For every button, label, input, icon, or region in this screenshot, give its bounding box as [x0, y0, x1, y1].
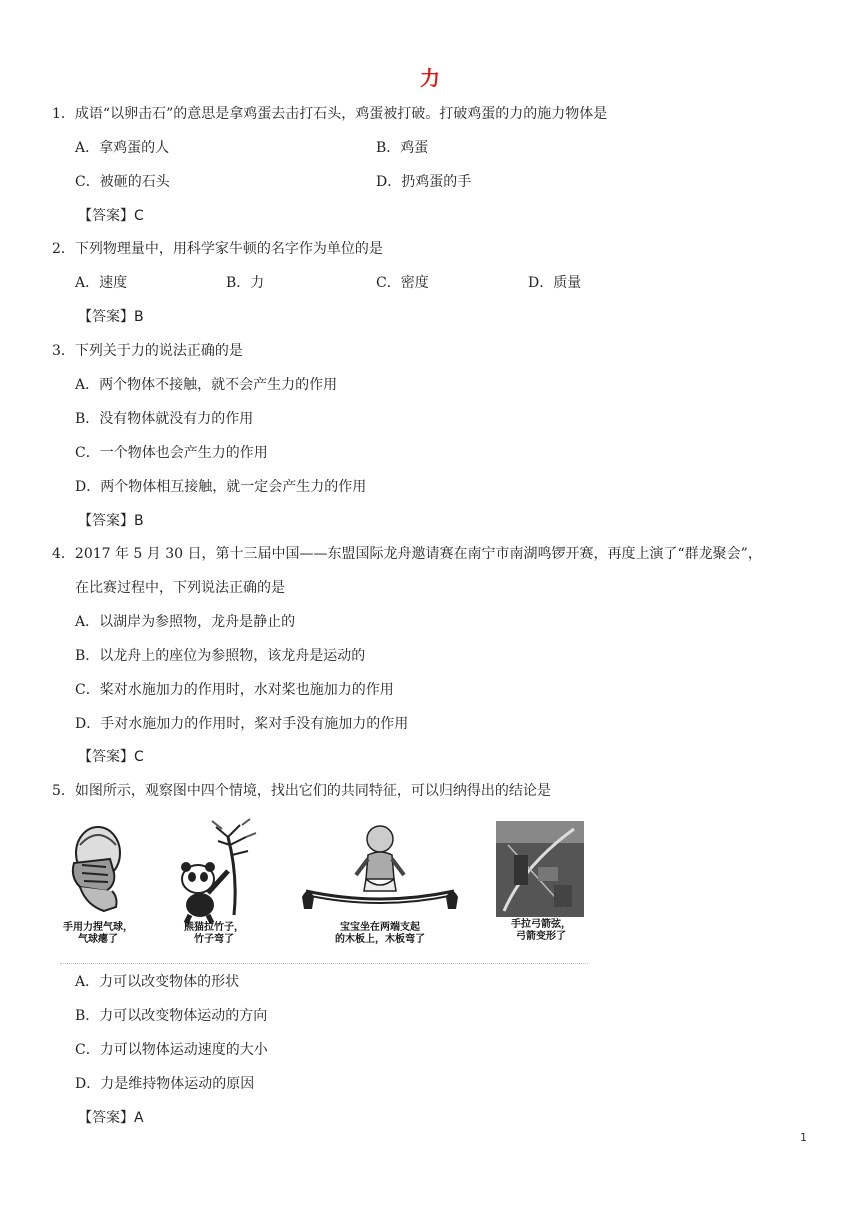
option-c: C．密度: [376, 275, 429, 291]
option-b: B．力: [226, 275, 265, 291]
panda-bamboo-illustration: [172, 815, 282, 925]
option-d: D．手对水施加力的作用时，桨对手没有施加力的作用: [75, 716, 409, 732]
answer: 【答案】C: [78, 208, 144, 224]
figure-four-scenes: [60, 815, 588, 964]
option-a: A．两个物体不接触，就不会产生力的作用: [75, 377, 338, 393]
option-a: A．速度: [75, 275, 128, 291]
option-c: C．一个物体也会产生力的作用: [75, 445, 268, 461]
answer: 【答案】B: [78, 309, 144, 325]
figure-panel-balloon: [60, 815, 170, 963]
page-title: 力: [420, 66, 440, 90]
option-c: C．桨对水施加力的作用时，水对桨也施加力的作用: [75, 682, 394, 698]
option-c: C．力可以物体运动速度的大小: [75, 1042, 268, 1058]
figure-caption: 熊猫拉竹子， 竹子弯了: [184, 922, 244, 945]
balloon-hand-illustration: [60, 815, 170, 925]
option-a: A．以湖岸为参照物，龙舟是静止的: [75, 614, 296, 630]
page-number: 1: [800, 1131, 807, 1144]
bow-photo-illustration: [494, 815, 588, 919]
answer: 【答案】A: [78, 1110, 144, 1126]
baby-plank-illustration: [296, 815, 464, 925]
option-d: D．两个物体相互接触，就一定会产生力的作用: [75, 479, 367, 495]
option-b: B．没有物体就没有力的作用: [75, 411, 254, 427]
figure-panel-baby-plank: [296, 815, 464, 963]
question-stem-continued: 在比赛过程中，下列说法正确的是: [75, 580, 285, 596]
option-d: D．质量: [528, 275, 582, 291]
answer: 【答案】B: [78, 513, 144, 529]
option-d: D．扔鸡蛋的手: [376, 174, 472, 190]
figure-caption: 手用力捏气球， 气球瘪了: [63, 922, 133, 945]
question-stem: 1．成语“以卵击石”的意思是拿鸡蛋去击打石头，鸡蛋被打破。打破鸡蛋的力的施力物体是: [52, 106, 608, 122]
option-b: B．以龙舟上的座位为参照物，该龙舟是运动的: [75, 648, 366, 664]
figure-panel-bow: [494, 815, 588, 963]
figure-panel-panda: [172, 815, 282, 963]
question-stem: 5．如图所示，观察图中四个情境，找出它们的共同特征，可以归纳得出的结论是: [52, 783, 551, 799]
question-stem: 2．下列物理量中，用科学家牛顿的名字作为单位的是: [52, 241, 383, 257]
option-d: D．力是维持物体运动的原因: [75, 1076, 255, 1092]
option-c: C．被砸的石头: [75, 174, 170, 190]
figure-caption: 手拉弓箭弦， 弓箭变形了: [511, 919, 571, 942]
option-b: B．鸡蛋: [376, 140, 429, 156]
question-stem: 3．下列关于力的说法正确的是: [52, 343, 243, 359]
option-a: A．力可以改变物体的形状: [75, 974, 240, 990]
option-a: A．拿鸡蛋的人: [75, 140, 170, 156]
option-b: B．力可以改变物体运动的方向: [75, 1008, 268, 1024]
question-stem: 4．2017 年 5 月 30 日，第十三届中国——东盟国际龙舟邀请赛在南宁市南湖鸣锣开赛，再度上演了“群龙聚会”，: [52, 546, 762, 562]
figure-caption: 宝宝坐在两端支起 的木板上，木板弯了: [335, 922, 425, 945]
answer: 【答案】C: [78, 749, 144, 765]
